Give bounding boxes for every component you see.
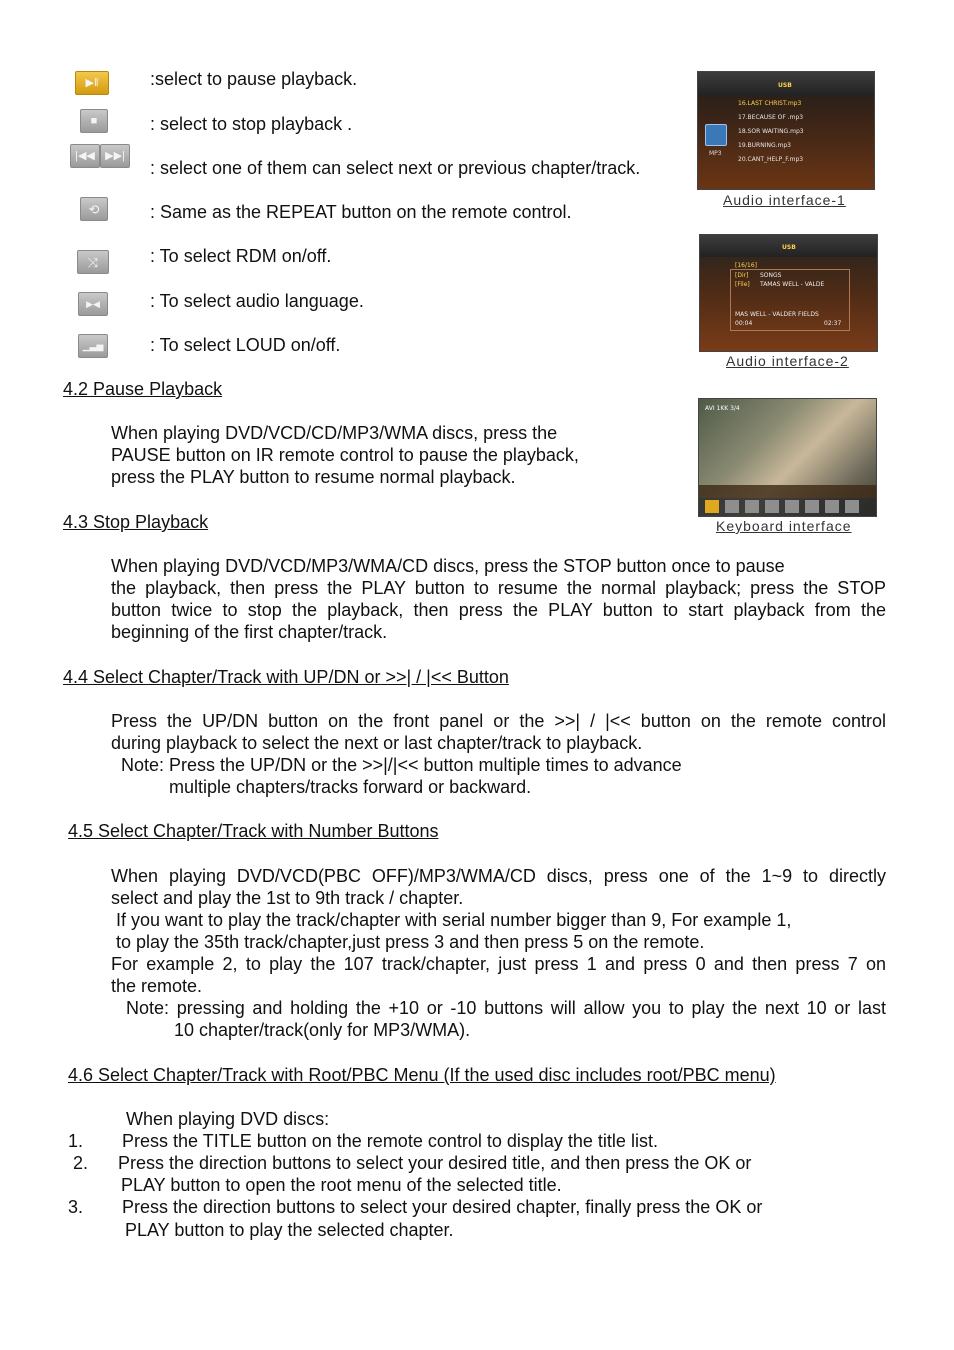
track-counter: [16/16] [735,262,757,269]
loud-glyph: ▁▃▅ [82,340,104,351]
audio-interface-2-caption: Audio interface-2 [726,353,849,369]
track-item: 18.SOR WAITING.mp3 [738,128,804,135]
next-glyph: ▶▶| [105,149,125,162]
stop-button [725,500,739,513]
repeat-icon [80,197,108,221]
repeat-glyph: ⟲ [88,201,100,217]
file-value: TAMAS WELL - VALDE [760,281,825,288]
audio-button [825,500,839,513]
section-4-5-text: If you want to play the track/chapter with serial number bigger than 9, For example 1, [116,910,792,930]
random-icon [77,250,109,274]
section-4-5-note: 10 chapter/track(only for MP3/WMA). [174,1020,471,1040]
dir-label: [Dir] [735,272,749,279]
icon-desc-random: : To select RDM on/off. [150,246,332,266]
section-4-6-intro: When playing DVD discs: [126,1109,330,1129]
section-4-5-text: For example 2, to play the 107 track/chapter, just press 1 and press 0 and then press 7 on [111,954,886,974]
icon-desc-stop: : select to stop playback . [150,114,353,134]
play-pause-glyph: ▶‖ [85,76,99,89]
audio-interface-1-caption: Audio interface-1 [723,192,846,208]
section-4-5-text: When playing DVD/VCD(PBC OFF)/MP3/WMA/CD discs, press one of the 1~9 to directly [111,866,886,886]
list-number: 3. [68,1197,84,1217]
section-4-2-text: press the PLAY button to resume normal playback. [111,467,516,487]
section-4-2-text: PAUSE button on IR remote control to pause the playback, [111,445,579,465]
time-total: 02:37 [824,320,842,327]
repeat-button [785,500,799,513]
list-number: 2. [73,1153,89,1173]
section-4-5-text: select and play the 1st to 9th track / chapter. [111,888,464,908]
previous-glyph: |◀◀ [75,149,95,162]
section-4-4-title: 4.4 Select Chapter/Track with UP/DN or >>| / |<< Button [63,667,509,687]
video-info: AVI 1KK 3/4 [705,405,740,412]
track-item: 19.BURNING.mp3 [738,142,791,149]
icon-desc-audio-language: : To select audio language. [150,291,364,311]
list-item: Press the direction buttons to select your desired title, and then press the OK or [118,1153,752,1173]
audio-interface-2-screen [699,234,878,352]
list-item-continuation: PLAY button to open the root menu of the selected title. [121,1175,562,1195]
section-4-4-note: multiple chapters/tracks forward or backward. [169,777,532,797]
stop-glyph: ■ [90,114,98,127]
keyboard-interface-screen [698,398,877,517]
section-4-3-title: 4.3 Stop Playback [63,512,209,532]
section-4-5-title: 4.5 Select Chapter/Track with Number Buttons [68,821,439,841]
section-4-3-text: When playing DVD/VCD/MP3/WMA/CD discs, press the STOP button once to pause [111,556,785,576]
stop-icon [80,109,108,133]
section-4-5-note: Note: pressing and holding the +10 or -10 buttons will allow you to play the next 10 or last [126,998,886,1018]
play-pause-icon [75,71,109,95]
icon-desc-prev-next: : select one of them can select next or previous chapter/track. [150,158,641,178]
previous-icon [70,144,100,168]
list-number: 1. [68,1131,84,1151]
icon-desc-play-pause: :select to pause playback. [150,69,358,89]
section-4-6-title: 4.6 Select Chapter/Track with Root/PBC Menu (If the used disc includes root/PBC menu) [68,1065,776,1085]
keyboard-interface-caption: Keyboard interface [716,518,852,534]
section-4-4-note: Note: Press the UP/DN or the >>|/|<< button multiple times to advance [121,755,682,775]
section-4-5-text: to play the 35th track/chapter,just press 3 and then press 5 on the remote. [116,932,705,952]
random-button [805,500,819,513]
section-4-4-text: during playback to select the next or last chapter/track to playback. [111,733,643,753]
list-item: Press the TITLE button on the remote control to display the title list. [122,1131,658,1151]
loud-button [845,500,859,513]
section-4-2-text: When playing DVD/VCD/CD/MP3/WMA discs, press the [111,423,558,443]
time-current: 00:04 [735,320,753,327]
section-4-2-title: 4.2 Pause Playback [63,379,223,399]
icon-desc-repeat: : Same as the REPEAT button on the remote control. [150,202,572,222]
file-label: [File] [735,281,750,288]
random-glyph: ⤨ [87,254,99,270]
track-item: 17.BECAUSE OF .mp3 [738,114,804,121]
section-4-3-text: the playback, then press the PLAY button to resume the normal playback; press the STOP [111,578,886,598]
play-button [705,500,719,513]
track-item: 20.CANT_HELP_F.mp3 [738,156,804,163]
next-button [765,500,779,513]
section-4-5-text: the remote. [111,976,203,996]
section-4-4-text: Press the UP/DN button on the front panel or the >>| / |<< button on the remote control [111,711,886,731]
audio-interface-1-screen [697,71,875,190]
screen-header-label: USB [778,82,792,89]
next-icon [100,144,130,168]
section-4-3-text: button twice to stop the playback, then press the PLAY button to start playback from the [111,600,886,620]
loud-icon [78,334,108,358]
list-item: Press the direction buttons to select your desired chapter, finally press the OK or [122,1197,763,1217]
list-item-continuation: PLAY button to play the selected chapter. [125,1220,454,1240]
progress-bar [699,485,876,498]
track-item: 16.LAST CHRIST.mp3 [738,100,802,107]
previous-button [745,500,759,513]
audio-language-icon [78,292,108,316]
song-title: MAS WELL - VALDER FIELDS [735,311,819,318]
mp3-file-icon [705,124,727,146]
icon-desc-loud: : To select LOUD on/off. [150,335,341,355]
dir-value: SONGS [760,272,782,279]
audio-language-glyph: ▶◀ [86,298,100,309]
section-4-3-text: beginning of the first chapter/track. [111,622,388,642]
side-label: MP3 [709,150,722,157]
screen-header-label: USB [782,244,796,251]
